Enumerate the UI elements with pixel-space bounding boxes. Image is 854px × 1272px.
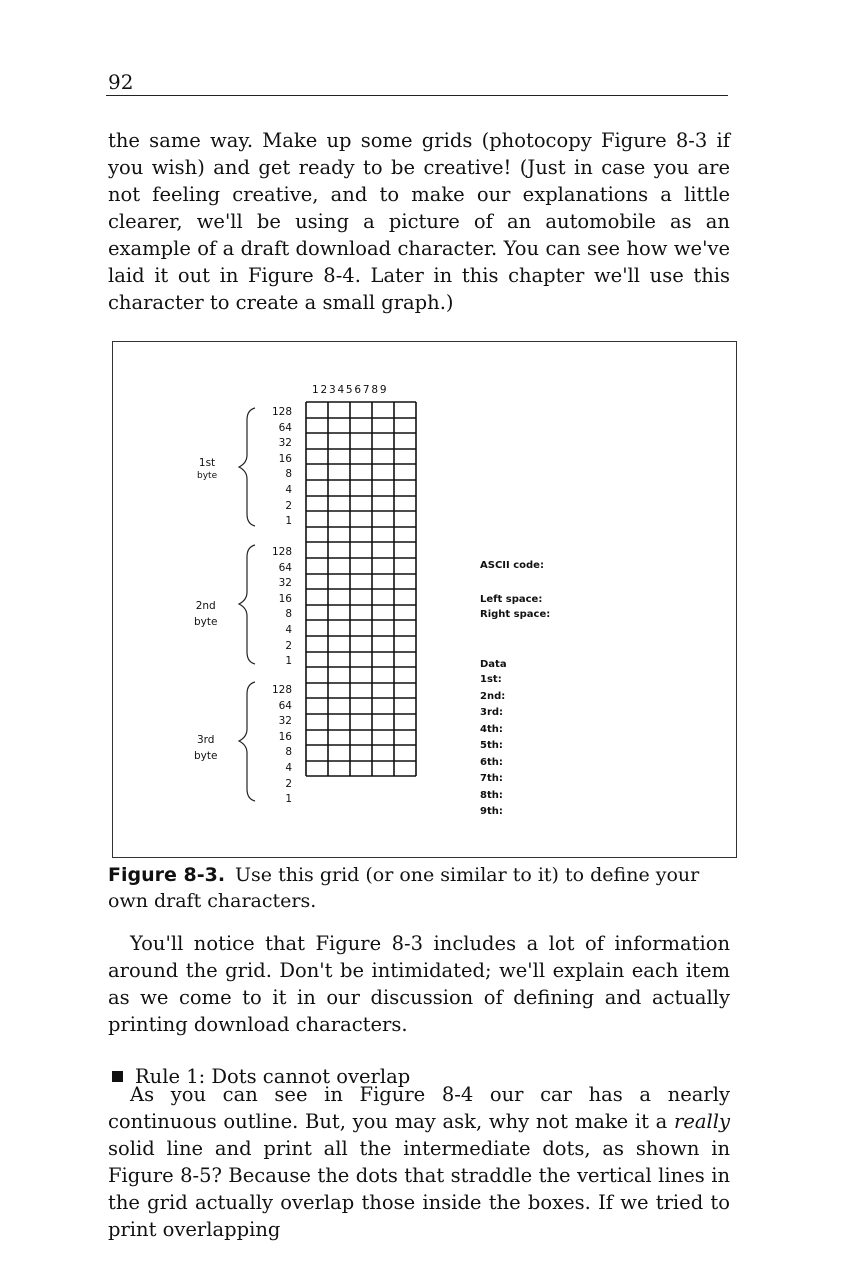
bit-value: 4 xyxy=(285,761,292,774)
paragraph-rule xyxy=(108,1081,730,1243)
byte-label-3-line2: byte xyxy=(194,750,218,762)
bit-value: 128 xyxy=(271,406,292,418)
data-row-label: 4th: xyxy=(480,723,503,735)
paragraph-rule-emphasis: really xyxy=(674,1110,730,1133)
data-row-label: 3rd: xyxy=(480,707,504,718)
caption-text: Use this grid (or one similar to it) to define your own draft characters. xyxy=(108,864,700,912)
page-number: 92 xyxy=(108,70,134,94)
bit-value: 4 xyxy=(285,623,292,636)
data-row-label: 1st: xyxy=(480,674,502,685)
bit-value: 32 xyxy=(278,577,292,590)
brace-byte-1 xyxy=(239,408,255,526)
byte-label-2-line2: byte xyxy=(194,616,218,628)
bit-value: 8 xyxy=(285,468,292,481)
rule-heading-text: Rule 1: Dots cannot overlap xyxy=(135,1065,411,1088)
bit-value: 128 xyxy=(271,546,292,558)
data-row-label: 7th: xyxy=(480,773,503,784)
bit-value: 64 xyxy=(278,561,292,574)
byte-label-3-line1: 3rd xyxy=(196,734,215,746)
right-space-label: Right space: xyxy=(480,609,551,620)
bit-value: 1 xyxy=(285,515,292,528)
bit-value: 64 xyxy=(278,699,292,712)
data-heading: Data xyxy=(480,659,507,670)
ascii-code-label: ASCII code: xyxy=(480,560,544,571)
bit-value: 2 xyxy=(285,499,292,512)
bit-value: 8 xyxy=(285,608,292,621)
data-row-label: 5th: xyxy=(480,740,503,751)
bit-value: 64 xyxy=(278,421,292,434)
byte-label-2-line1: 2nd xyxy=(195,600,216,612)
brace-byte-2 xyxy=(239,545,255,664)
brace-group xyxy=(239,408,255,801)
bit-value: 4 xyxy=(285,483,292,496)
bit-value: 16 xyxy=(278,730,292,743)
left-space-label: Left space: xyxy=(480,594,543,605)
brace-byte-3 xyxy=(239,682,255,801)
bit-value: 128 xyxy=(271,684,292,696)
paragraph-rule-after: solid line and print all the intermediate dots, as shown in Figure 8-5? Because the dots that straddle the vertical lines in the grid actually overlap those inside the boxes. If we tried to print overlapping xyxy=(108,1137,730,1241)
column-numbers: 123456789 xyxy=(312,384,389,396)
figure-caption xyxy=(108,862,730,914)
data-row-label: 2nd: xyxy=(480,690,506,702)
paragraph-intro: the same way. Make up some grids (photocopy Figure 8-3 if you wish) and get ready to be creative! (Just in case you are not feeling creative, and to make our explanations a little clearer, we'll be using a picture of an automobile as an example of a draft download character. You can see how we've laid it out in Figure 8-4. Later in this chapter we'll use this character to create a small graph.) xyxy=(108,129,730,314)
bit-value: 32 xyxy=(278,715,292,728)
bit-value: 16 xyxy=(278,452,292,465)
bit-value: 2 xyxy=(285,639,292,652)
caption-label: Figure 8-3. xyxy=(108,864,226,886)
bit-value: 8 xyxy=(285,746,292,759)
byte-label-1-line2: byte xyxy=(197,471,218,481)
data-rows xyxy=(480,672,505,821)
data-row-label: 9th: xyxy=(480,806,503,817)
paragraph-rule-before: As you can see in Figure 8-4 our car has a nearly continuous outline. But, you may ask, why not make it a xyxy=(108,1083,730,1133)
data-row-label: 6th: xyxy=(480,756,503,768)
paragraph-notice: You'll notice that Figure 8-3 includes a lot of information around the grid. Don't be intimidated; we'll explain each item as we come to it in our discussion of defining and actually printing download characters. xyxy=(108,932,730,1036)
byte-label-1-line1: 1st xyxy=(198,457,216,469)
bit-value: 2 xyxy=(285,777,292,790)
data-row-label: 8th: xyxy=(480,789,503,801)
bit-value: 32 xyxy=(278,437,292,450)
bit-value: 1 xyxy=(285,793,292,806)
bit-value: 16 xyxy=(278,592,292,605)
bit-value: 1 xyxy=(285,655,292,668)
